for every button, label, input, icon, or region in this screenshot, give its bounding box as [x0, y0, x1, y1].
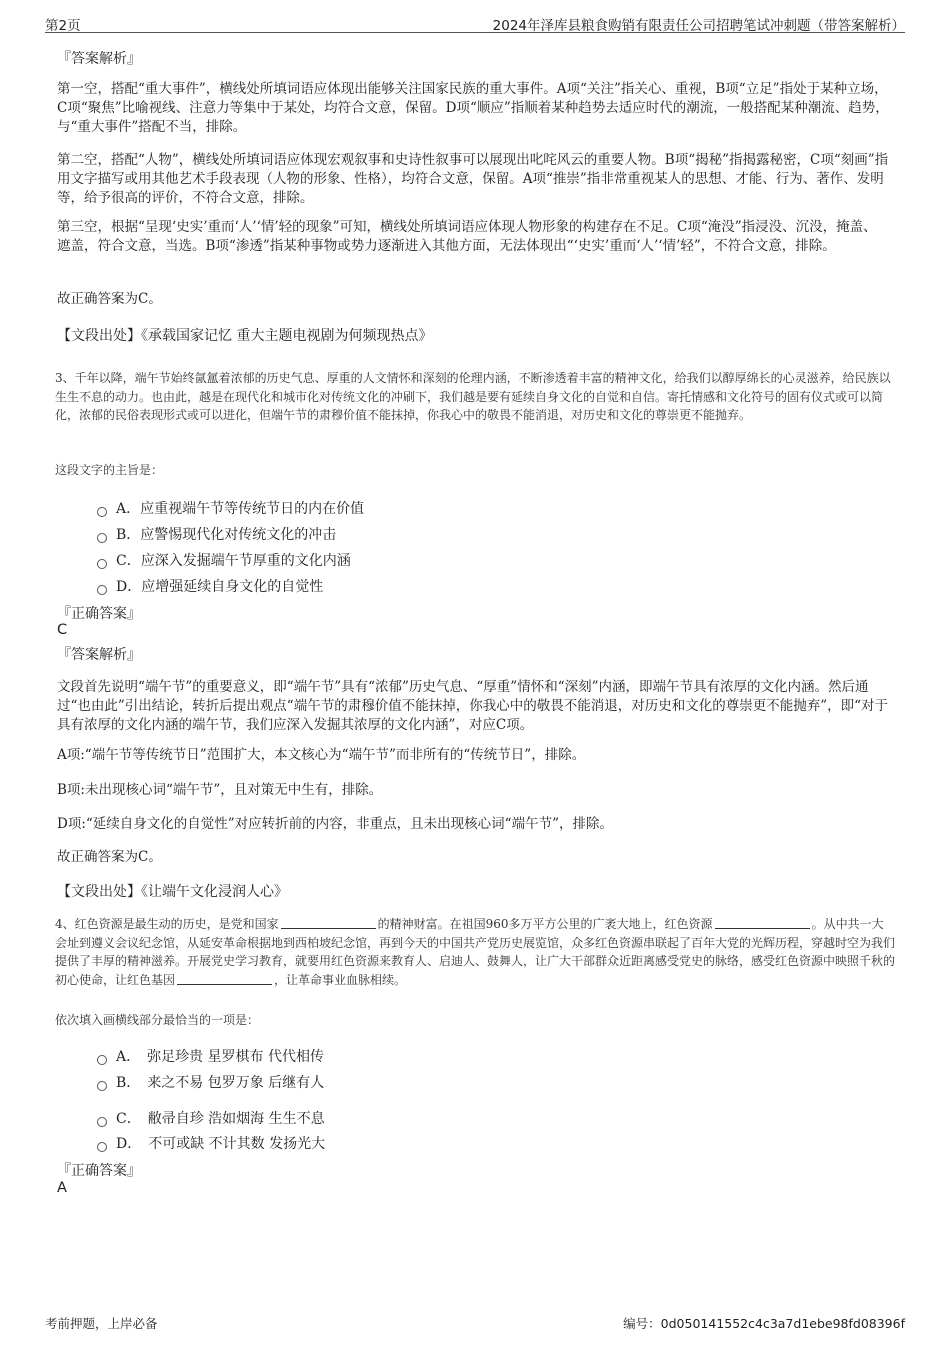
q2-analysis-para-1: 第一空，搭配“重大事件”，横线处所填词语应体现出能够关注国家民族的重大事件。A项“关注”指关心、重视，B项“立足”指处于某种立场，C项“聚焦”比喻视线、注意力等集中于某处，均符合文意，保留。D项“顺应”指顺着某种趋势去适应时代的潮流，一般搭配某种潮流、趋势，与“重大事件”搭配不当，排除。 [57, 81, 889, 135]
q2-analysis-label: 『答案解析』 [57, 51, 141, 67]
radio-icon[interactable] [97, 559, 107, 569]
q4-option-b-label: B． 来之不易 包罗万象 后继有人 [116, 1075, 325, 1091]
q4-stem [55, 915, 895, 989]
q4-blank-1[interactable] [281, 916, 376, 929]
q3-option-b[interactable] [97, 524, 336, 544]
radio-icon[interactable] [97, 533, 107, 543]
q4-answer-label: 『正确答案』 [57, 1163, 141, 1179]
q3-analysis-label: 『答案解析』 [57, 647, 141, 663]
q3-option-d[interactable] [97, 576, 323, 596]
q2-analysis-para-3: 第三空，根据“呈现‘史实’重而‘人’‘情’轻的现象”可知，横线处所填词语应体现人物形象的构建存在不足。C项“淹没”指浸没、沉没，掩盖、遮盖，符合文意，当选。B项“渗透”指某种事物或势力逐渐进入其他方面，无法体现出“‘史实’重而‘人’‘情’轻”，不符合文意，排除。 [57, 219, 877, 254]
q4-option-d[interactable] [97, 1133, 325, 1153]
q3-option-c[interactable] [97, 550, 351, 570]
q4-option-c-label: C． 敝帚自珍 浩如烟海 生生不息 [116, 1111, 325, 1127]
page-footer [45, 1314, 905, 1332]
q3-option-b-label: B．应警惕现代化对传统文化的冲击 [116, 527, 337, 543]
radio-icon[interactable] [97, 1117, 107, 1127]
radio-icon[interactable] [97, 1081, 107, 1091]
page-number: 第2页 [45, 18, 81, 34]
q4-option-c[interactable] [97, 1108, 325, 1128]
radio-icon[interactable] [97, 1142, 107, 1152]
document-title: 2024年泽库县粮食购销有限责任公司招聘笔试冲刺题（带答案解析） [492, 18, 905, 34]
q4-prompt: 依次填入画横线部分最恰当的一项是： [55, 1013, 260, 1027]
q4-option-a-label: A． 弥足珍贵 星罗棋布 代代相传 [116, 1049, 325, 1065]
q4-option-a[interactable] [97, 1046, 324, 1066]
q3-stem: 3、千年以降，端午节始终氤氲着浓郁的历史气息、厚重的人文情怀和深刻的伦理内涵，不断渗透着丰富的精神文化，给我们以醇厚绵长的心灵滋养，给民族以生生不息的动力。也由此，越是在现代化和城市化对传统文化的冲刷下，我们越是要有延续自身文化的自觉和自信。寄托情感和文化符号的固有仪式或可以简化，浓郁的民俗表现形式或可以进化，但端午节的肃穆价值不能抹掉，你我心中的敬畏不能消退，对历史和文化的尊崇更不能抛弃。 [55, 371, 891, 422]
q3-option-c-label: C．应深入发掘端午节厚重的文化内涵 [116, 553, 351, 569]
q4-stem-part-3: 。从中共一大会址到遵义会议纪念馆，从延安革命根据地到西柏坡纪念馆，再到今天的中国共产党历史展览馆，众多红色资源串联起了百年大党的光辉历程，穿越时空为我们提供了丰厚的精神滋养。开展党史学习教育，就要用红色资源来教育人、启迪人、鼓舞人，让广大干部群众近距离感受党史的脉络，感受红色资源中映照千秋的初心使命，让红色基因 [55, 917, 896, 987]
q2-source: 【文段出处】《承载国家记忆 重大主题电视剧为何频现热点》 [57, 328, 433, 344]
q3-answer-label: 『正确答案』 [57, 606, 141, 622]
q4-blank-2[interactable] [715, 916, 810, 929]
q3-conclusion: 故正确答案为C。 [57, 849, 162, 865]
q3-analysis-option-a: A项:“端午节等传统节日”范围扩大，本文核心为“端午节”而非所有的“传统节日”，排除。 [57, 747, 586, 763]
q4-stem-part-4: ，让革命事业血脉相续。 [274, 972, 407, 987]
document-id: 编号：0d050141552c4c3a7d1ebe98fd08396f [623, 1316, 905, 1331]
q4-stem-part-1: 4、红色资源是最生动的历史，是党和国家 [55, 917, 279, 931]
q4-option-d-label: D． 不可或缺 不计其数 发扬光大 [116, 1136, 326, 1152]
q3-answer: C [57, 622, 68, 638]
q2-analysis-para-2: 第二空，搭配“人物”，横线处所填词语应体现宏观叙事和史诗性叙事可以展现出叱咤风云的重要人物。B项“揭秘”指揭露秘密，C项“刻画”指用文字描写或用其他艺术手段表现（人物的形象、性格），均符合文意，保留。A项“推崇”指非常重视某人的思想、才能、行为、著作、发明等，给予很高的评价，不符合文意，排除。 [57, 152, 889, 206]
radio-icon[interactable] [97, 507, 107, 517]
radio-icon[interactable] [97, 585, 107, 595]
q3-analysis-option-d: D项:“延续自身文化的自觉性”对应转折前的内容，非重点，且未出现核心词“端午节”，排除。 [57, 816, 613, 832]
q3-option-a-label: A．应重视端午节等传统节日的内在价值 [116, 501, 365, 517]
q4-stem-part-2: 的精神财富。在祖国960多万平方公里的广袤大地上，红色资源 [377, 917, 713, 931]
page-header [45, 12, 905, 33]
q2-conclusion: 故正确答案为C。 [57, 291, 162, 307]
radio-icon[interactable] [97, 1055, 107, 1065]
q3-analysis-para-1: 文段首先说明“端午节”的重要意义，即“端午节”具有“浓郁”历史气息、“厚重”情怀和“深刻”内涵，即端午节具有浓厚的文化内涵。然后通过“也由此”引出结论，转折后提出观点“端午节的肃穆价值不能抹掉，你我心中的敬畏不能消退，对历史和文化的尊崇更不能抛弃”，即“对于具有浓厚的文化内涵的端午节，我们应深入发掘其浓厚的文化内涵”，对应C项。 [57, 679, 889, 733]
q3-option-a[interactable] [97, 498, 364, 518]
q3-prompt: 这段文字的主旨是： [55, 463, 164, 477]
q3-option-d-label: D．应增强延续自身文化的自觉性 [116, 579, 324, 595]
q3-analysis-option-b: B项:未出现核心词“端午节”，且对策无中生有，排除。 [57, 782, 383, 798]
q4-answer: A [57, 1180, 67, 1196]
q3-source: 【文段出处】《让端午文化浸润人心》 [57, 884, 288, 900]
q4-blank-3[interactable] [177, 972, 272, 985]
q4-option-b[interactable] [97, 1072, 324, 1092]
footer-slogan: 考前押题，上岸必备 [45, 1316, 158, 1331]
